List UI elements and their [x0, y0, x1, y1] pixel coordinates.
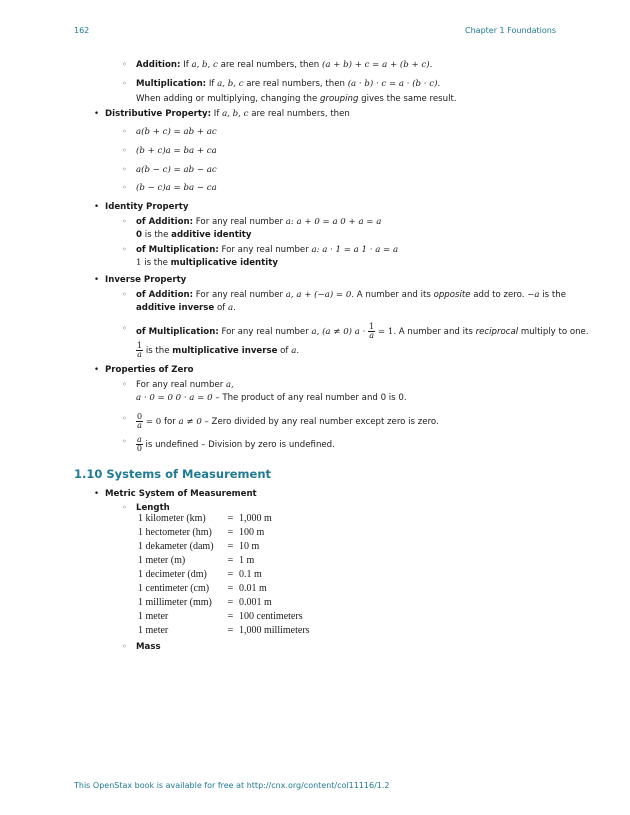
- bullet-icon: [122, 182, 127, 194]
- fraction: $\frac{0}{a}$: [137, 412, 143, 430]
- equals-cell: =: [227, 555, 234, 566]
- bullet-icon: [94, 488, 99, 500]
- fraction: $\frac{1}{a}$: [137, 341, 143, 359]
- equals-cell: =: [227, 597, 234, 608]
- bullet-icon: [122, 379, 127, 391]
- section-heading: 1.10 Systems of Measurement: [74, 467, 272, 481]
- chapter-title: Chapter 1 Foundations: [465, 26, 556, 35]
- value-cell: 1 m: [239, 555, 255, 566]
- bullet-icon: [122, 216, 127, 228]
- assoc-addition: Addition: If a, b, c are real numbers, then (a + b) + c = a + (b + c).: [136, 60, 433, 70]
- equals-cell: =: [227, 513, 234, 524]
- unit-cell: 1 hectometer (hm): [138, 527, 212, 538]
- inverse-addition: of Addition: For any real number a, a + (−a) = 0. A number and its opposite add to zero. −a is the: [136, 290, 566, 300]
- fraction: $\frac{a}{0}$: [136, 435, 142, 453]
- table-row: [138, 568, 310, 582]
- equals-cell: =: [227, 569, 234, 580]
- table-row: [138, 624, 310, 638]
- table-row: [138, 526, 310, 540]
- table-row: [138, 582, 310, 596]
- fraction: $\frac{1}{a}$: [369, 322, 375, 340]
- identity-multiplication-note: 1 is the multiplicative identity: [136, 258, 278, 268]
- zero-item-1-formula: a · 0 = 0 0 · a = 0 – The product of any real number and 0 is 0.: [136, 393, 407, 403]
- bullet-icon: [122, 78, 127, 90]
- unit-cell: 1 dekameter (dam): [138, 541, 214, 552]
- length-title: Length: [136, 503, 170, 513]
- zero-item-1: For any real number a,: [136, 380, 234, 390]
- equals-cell: =: [227, 611, 234, 622]
- table-row: [138, 512, 310, 526]
- inverse-multiplication: of Multiplication: For any real number a, (a ≠ 0) a · $\frac{1}{a}$ = 1. A number and its reciprocal multiply to one.: [136, 322, 589, 340]
- unit-cell: 1 meter: [138, 625, 169, 636]
- footer-text: This OpenStax book is available for free at http://cnx.org/content/col11116/1.2: [74, 781, 390, 790]
- value-cell: 100 centimeters: [239, 611, 303, 622]
- value-cell: 0.1 m: [239, 569, 262, 580]
- bullet-icon: [122, 164, 127, 176]
- bullet-icon: [94, 108, 99, 120]
- table-row: [138, 610, 310, 624]
- distributive-formula: (b − c)a = ba − ca: [136, 183, 217, 193]
- unit-cell: 1 kilometer (km): [138, 513, 206, 524]
- bullet-icon: [122, 436, 127, 448]
- bullet-icon: [122, 413, 127, 425]
- metric-title: Metric System of Measurement: [105, 489, 257, 499]
- unit-cell: 1 millimeter (mm): [138, 597, 212, 608]
- mass-title: Mass: [136, 642, 161, 652]
- table-row: [138, 540, 310, 554]
- zero-title: Properties of Zero: [105, 365, 194, 375]
- value-cell: 1,000 millimeters: [239, 625, 310, 636]
- bullet-icon: [122, 145, 127, 157]
- bullet-icon: [122, 244, 127, 256]
- bullet-icon: [122, 323, 127, 335]
- assoc-multiplication: Multiplication: If a, b, c are real numbers, then (a · b) · c = a · (b · c).: [136, 79, 441, 89]
- table-row: [138, 596, 310, 610]
- value-cell: 0.001 m: [239, 597, 272, 608]
- bullet-icon: [122, 502, 127, 514]
- page-number: 162: [74, 26, 90, 35]
- distributive-formula: a(b − c) = ab − ac: [136, 165, 217, 175]
- inverse-title: Inverse Property: [105, 275, 187, 285]
- bullet-icon: [122, 641, 127, 653]
- bullet-icon: [122, 289, 127, 301]
- identity-title: Identity Property: [105, 202, 189, 212]
- identity-multiplication: of Multiplication: For any real number a: a · 1 = a 1 · a = a: [136, 245, 399, 255]
- bullet-icon: [122, 126, 127, 138]
- distributive-property: Distributive Property: If a, b, c are real numbers, then: [105, 109, 350, 119]
- equals-cell: =: [227, 625, 234, 636]
- value-cell: 100 m: [239, 527, 265, 538]
- length-table: [138, 512, 310, 638]
- unit-cell: 1 decimeter (dm): [138, 569, 207, 580]
- bullet-icon: [94, 274, 99, 286]
- zero-item-3: $\frac{a}{0}$ is undefined – Division by zero is undefined.: [136, 435, 335, 453]
- identity-addition: of Addition: For any real number a: a + 0 = a 0 + a = a: [136, 217, 382, 227]
- bullet-icon: [122, 59, 127, 71]
- assoc-note: When adding or multiplying, changing the grouping gives the same result.: [136, 94, 457, 104]
- inverse-addition-note: additive inverse of a.: [136, 303, 236, 313]
- inverse-multiplication-note: $\frac{1}{a}$ is the multiplicative inverse of a.: [137, 341, 300, 359]
- table-row: [138, 554, 310, 568]
- identity-addition-note: 0 is the additive identity: [136, 230, 252, 240]
- equals-cell: =: [227, 541, 234, 552]
- distributive-formula: (b + c)a = ba + ca: [136, 146, 217, 156]
- unit-cell: 1 meter: [138, 611, 169, 622]
- zero-item-2: $\frac{0}{a}$ = 0 for a ≠ 0 – Zero divided by any real number except zero is zero.: [137, 412, 439, 430]
- equals-cell: =: [227, 527, 234, 538]
- distributive-formula: a(b + c) = ab + ac: [136, 127, 217, 137]
- equals-cell: =: [227, 583, 234, 594]
- unit-cell: 1 centimeter (cm): [138, 583, 210, 594]
- value-cell: 10 m: [239, 541, 260, 552]
- unit-cell: 1 meter (m): [138, 555, 186, 566]
- value-cell: 1,000 m: [239, 513, 272, 524]
- bullet-icon: [94, 201, 99, 213]
- bullet-icon: [94, 364, 99, 376]
- value-cell: 0.01 m: [239, 583, 267, 594]
